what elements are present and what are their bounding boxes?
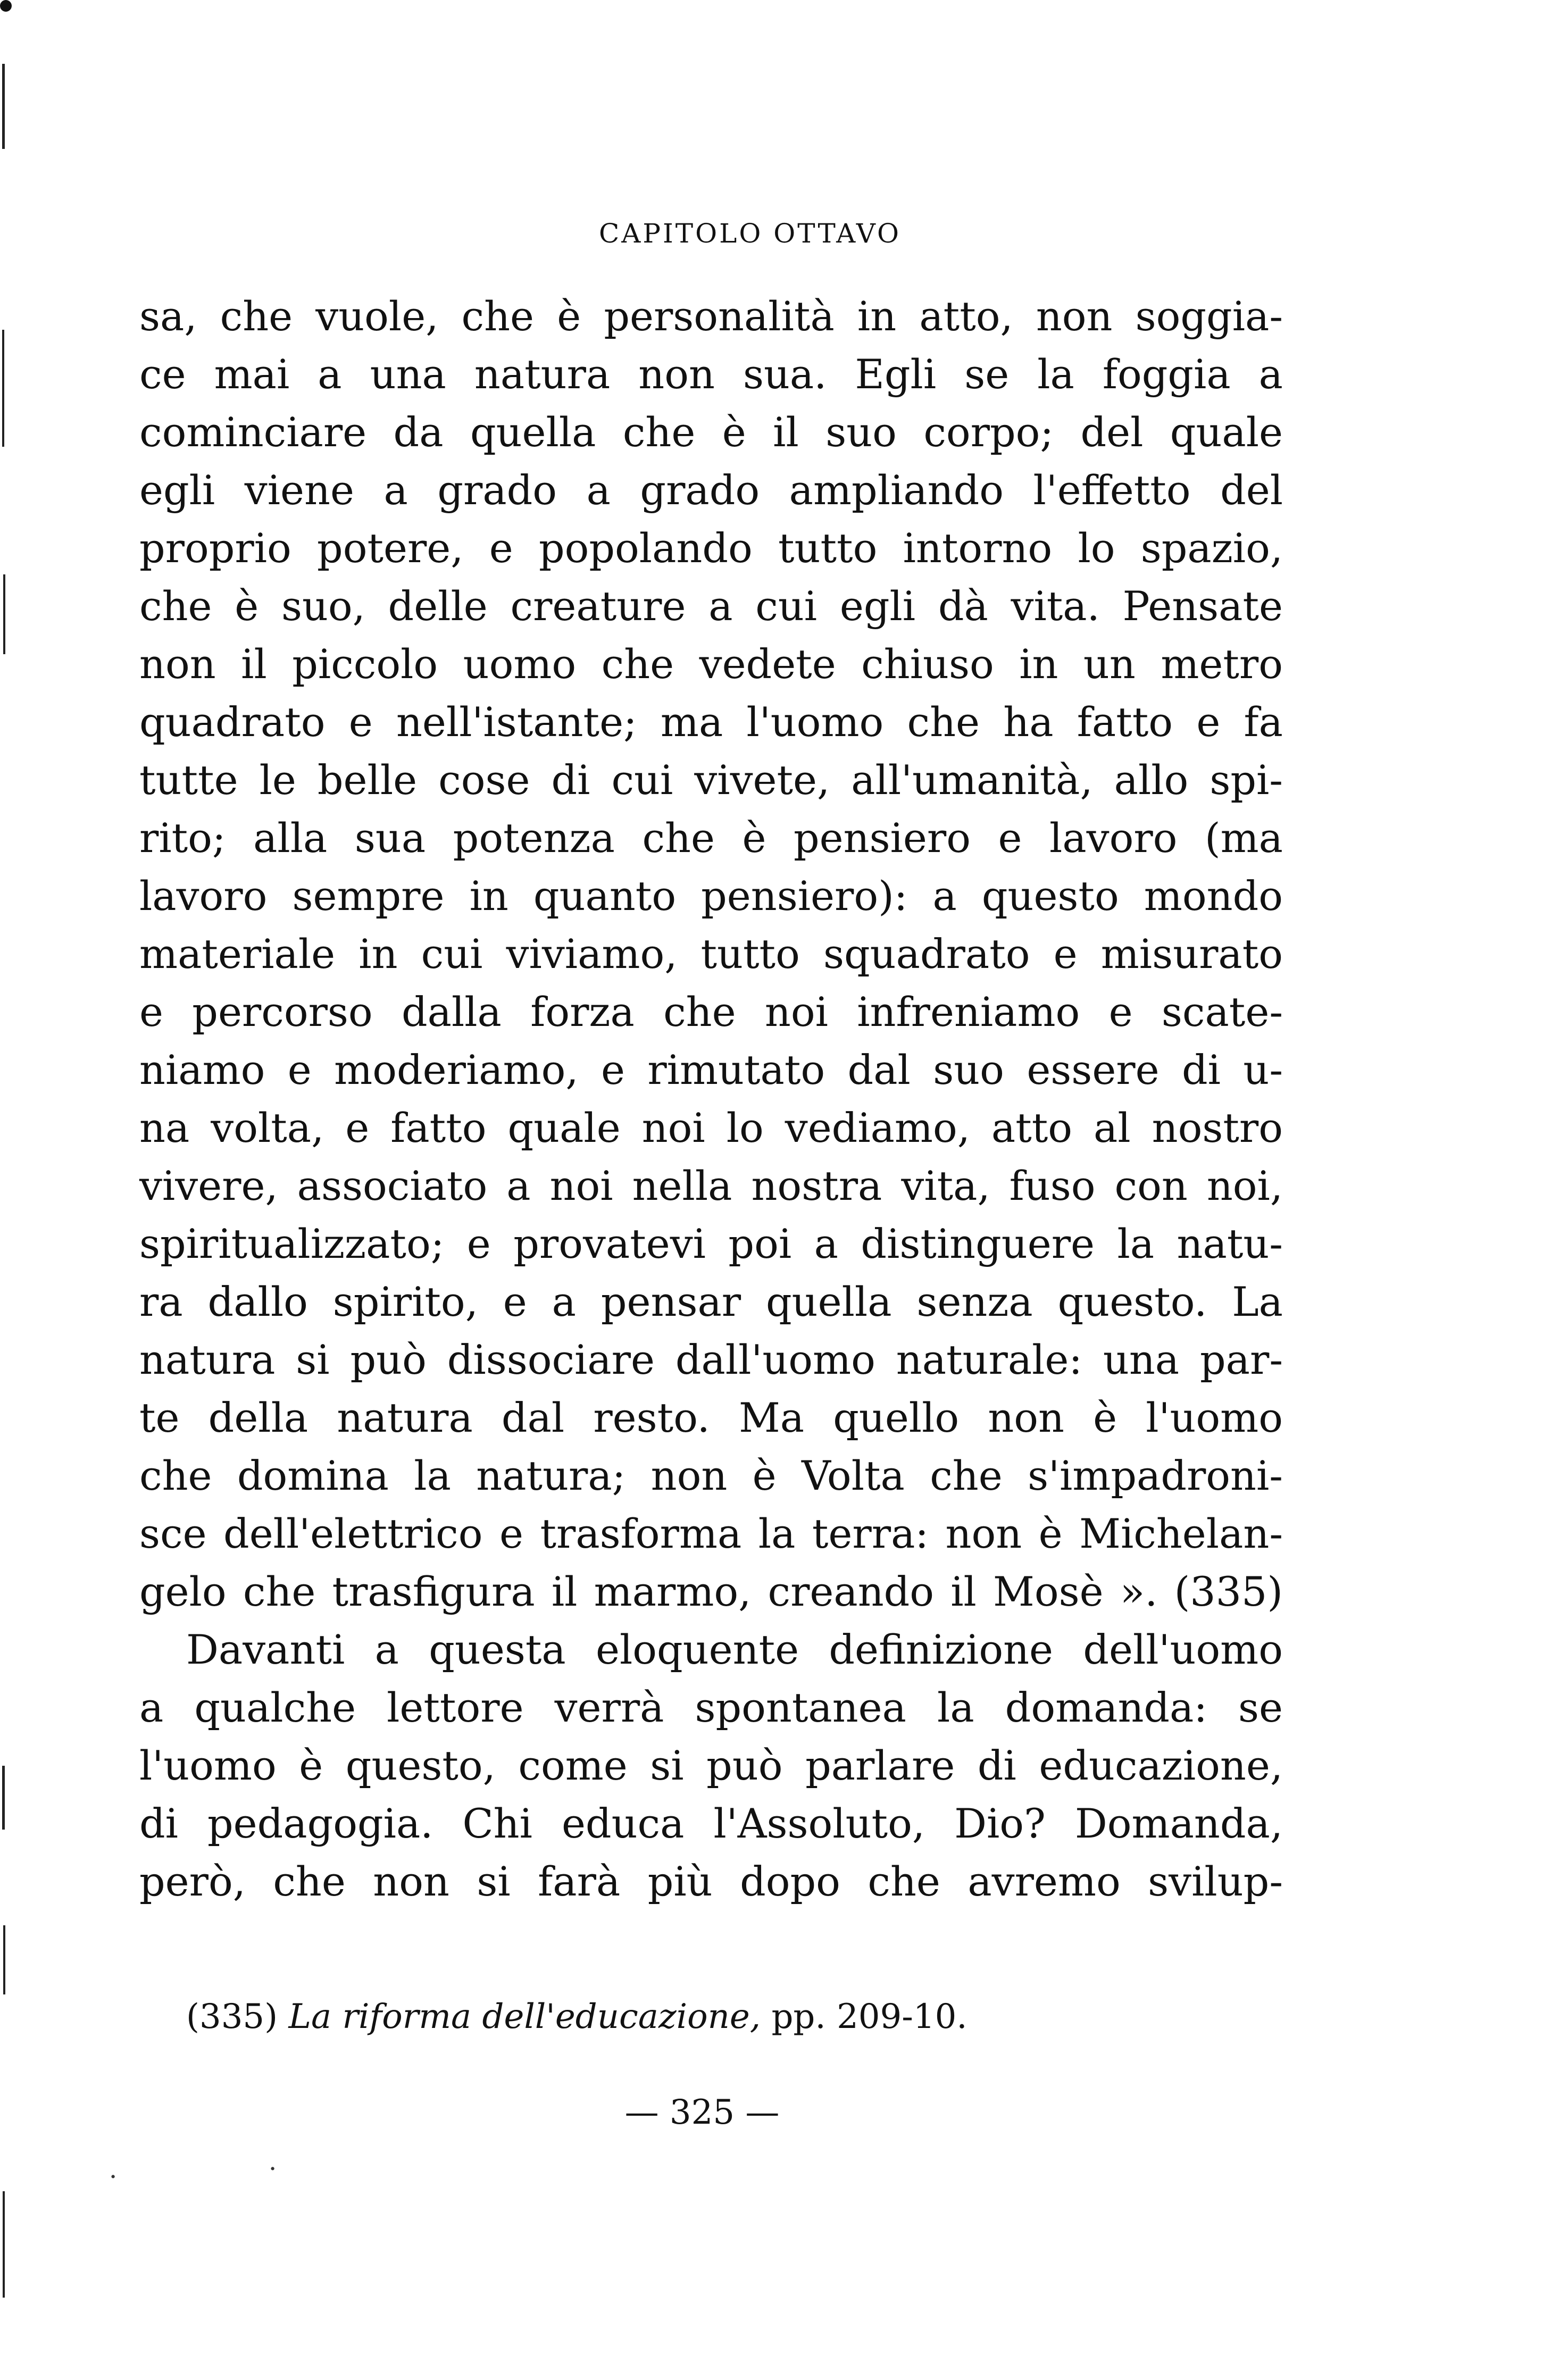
text-line: natura si può dissociare dall'uomo naturale: una par-: [139, 1336, 1283, 1383]
text-line: proprio potere, e popolando tutto intorno lo spazio,: [139, 524, 1283, 572]
stray-ink-mark: ·: [269, 2154, 277, 2184]
left-edge-mark: [2, 330, 4, 447]
text-line: lavoro sempre in quanto pensiero): a questo mondo: [139, 872, 1283, 920]
text-line: rito; alla sua potenza che è pensiero e lavoro (ma: [139, 814, 1283, 862]
footnote-title: La riforma dell'educazione,: [288, 1997, 761, 2036]
left-edge-mark: [3, 1925, 5, 1994]
text-line: te della natura dal resto. Ma quello non è l'uomo: [139, 1394, 1283, 1441]
text-line: gelo che trasfigura il marmo, creando il Mosè ». (335): [139, 1568, 1283, 1615]
running-head: CAPITOLO OTTAVO: [599, 218, 901, 249]
text-line: materiale in cui viviamo, tutto squadrato e misurato: [139, 930, 1283, 978]
left-edge-mark: [2, 64, 5, 149]
text-line: non il piccolo uomo che vedete chiuso in un metro: [139, 640, 1283, 688]
text-line: quadrato e nell'istante; ma l'uomo che ha fatto e fa: [139, 698, 1283, 746]
text-line: di pedagogia. Chi educa l'Assoluto, Dio? Domanda,: [139, 1800, 1283, 1847]
text-line: ra dallo spirito, e a pensar quella senza questo. La: [139, 1278, 1283, 1325]
left-edge-mark: [3, 574, 5, 654]
text-line: a qualche lettore verrà spontanea la domanda: se: [139, 1684, 1283, 1731]
text-line: sce dell'elettrico e trasforma la terra: non è Michelan-: [139, 1510, 1283, 1557]
text-line: e percorso dalla forza che noi infreniamo e scate-: [139, 988, 1283, 1036]
text-line: che domina la natura; non è Volta che s'impadroni-: [139, 1452, 1283, 1499]
stray-ink-mark: ·: [109, 2162, 118, 2192]
footnote-pages: pp. 209-10.: [771, 1997, 968, 2036]
text-line: niamo e moderiamo, e rimutato dal suo essere di u-: [139, 1046, 1283, 1093]
text-line: cominciare da quella che è il suo corpo; del quale: [139, 408, 1283, 456]
text-line: l'uomo è questo, come si può parlare di educazione,: [139, 1742, 1283, 1789]
text-line: sa, che vuole, che è personalità in atto, non soggia-: [139, 293, 1283, 340]
text-line: vivere, associato a noi nella nostra vita, fuso con noi,: [139, 1162, 1283, 1209]
body-text: [139, 287, 1283, 1910]
footnote-marker: (335): [186, 1997, 278, 2036]
text-line: tutte le belle cose di cui vivete, all'umanità, allo spi-: [139, 756, 1283, 804]
left-edge-mark: [2, 1766, 5, 1830]
text-line: spiritualizzato; e provatevi poi a distinguere la natu-: [139, 1220, 1283, 1267]
corner-ink-mark: [0, 0, 12, 12]
footnote: [186, 1997, 968, 2036]
text-line: però, che non si farà più dopo che avremo svilup-: [139, 1858, 1283, 1905]
text-line: che è suo, delle creature a cui egli dà vita. Pensate: [139, 582, 1283, 630]
page-number: — 325 —: [624, 2093, 780, 2132]
text-line: ce mai a una natura non sua. Egli se la foggia a: [139, 350, 1283, 398]
text-line: na volta, e fatto quale noi lo vediamo, atto al nostro: [139, 1104, 1283, 1151]
left-edge-mark: [3, 2191, 5, 2298]
text-line: Davanti a questa eloquente definizione dell'uomo: [186, 1626, 1283, 1673]
text-line: egli viene a grado a grado ampliando l'effetto del: [139, 466, 1283, 514]
